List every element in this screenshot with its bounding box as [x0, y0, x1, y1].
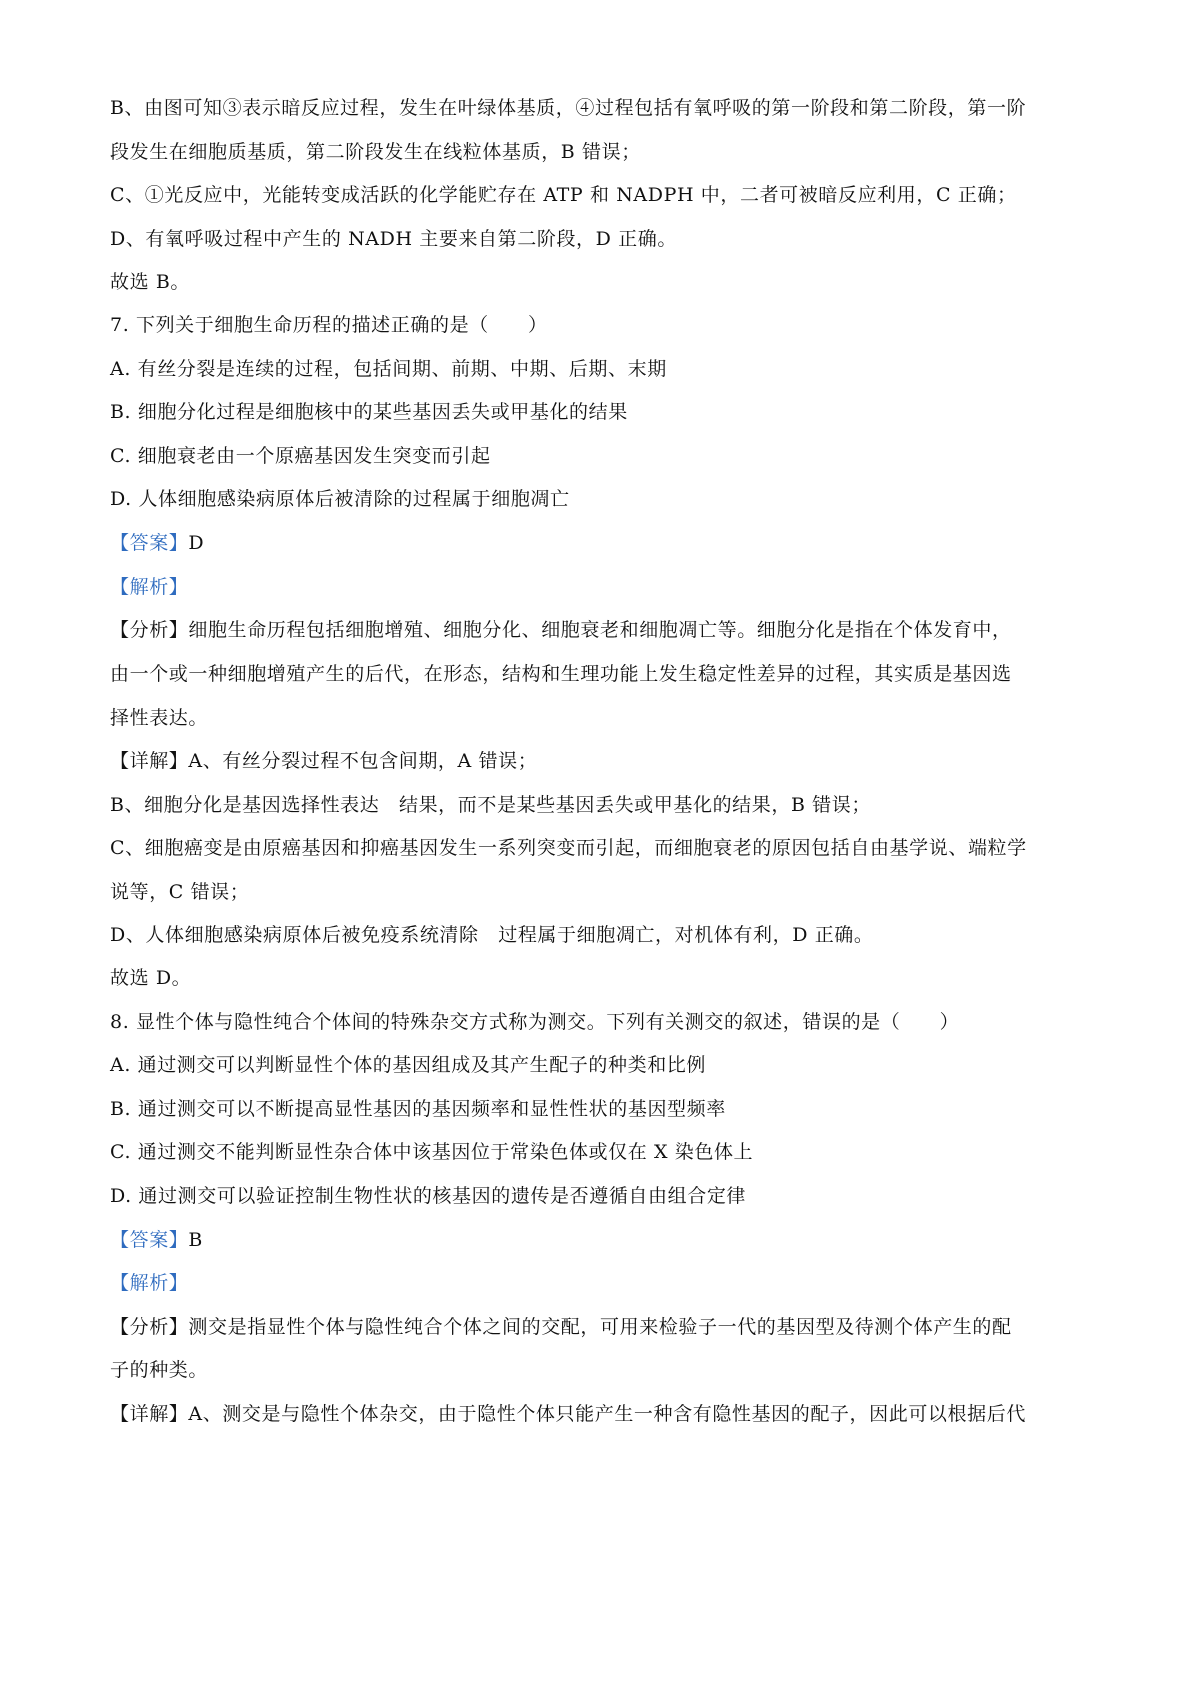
q7-xiangjie-b: B、细胞分化是基因选择性表达 结果，而不是某些基因丢失或甲基化的结果，B 错误； — [110, 794, 871, 816]
analysis-tag: 【解析】 — [110, 576, 189, 598]
q7-analysis-heading — [110, 575, 1110, 599]
q8-option-b: B. 通过测交可以不断提高显性基因的基因频率和显性性状的基因型频率 — [110, 1098, 726, 1120]
q8-stem: 8. 显性个体与隐性纯合个体间的特殊杂交方式称为测交。下列有关测交的叙述，错误的是（ ） — [110, 1011, 960, 1033]
q7-fenxi-line3: 择性表达。 — [110, 707, 209, 729]
answer-value: B — [188, 1229, 203, 1251]
q8-fenxi-line1 — [110, 1315, 1110, 1339]
q6-option-b-analysis-line2: 段发生在细胞质基质，第二阶段发生在线粒体基质，B 错误； — [110, 141, 641, 163]
q6-option-b-analysis-line1: B、由图可知③表示暗反应过程，发生在叶绿体基质，④过程包括有氧呼吸的第一阶段和第二阶段，第一阶 — [110, 97, 1027, 119]
q7-fenxi-line1 — [110, 618, 1110, 642]
xiangjie-text: A、有丝分裂过程不包含间期，A 错误； — [188, 750, 538, 772]
q7-xiangjie-a — [110, 749, 1110, 773]
fenxi-text: 测交是指显性个体与隐性纯合个体之间的交配，可用来检验子一代的基因型及待测个体产生的配 — [188, 1316, 1012, 1338]
q8-option-d: D. 通过测交可以验证控制生物性状的核基因的遗传是否遵循自由组合定律 — [110, 1185, 747, 1207]
q6-option-d-analysis: D、有氧呼吸过程中产生的 NADH 主要来自第二阶段，D 正确。 — [110, 228, 677, 250]
q7-fenxi-line2: 由一个或一种细胞增殖产生的后代，在形态，结构和生理功能上发生稳定性差异的过程，其实质是基因选 — [110, 663, 1012, 685]
fenxi-tag: 【分析】 — [110, 619, 189, 641]
xiangjie-tag: 【详解】 — [110, 1403, 189, 1425]
q8-xiangjie-a — [110, 1402, 1110, 1426]
answer-value: D — [188, 532, 205, 554]
answer-tag: 【答案】 — [110, 1229, 189, 1251]
q7-conclusion: 故选 D。 — [110, 967, 192, 989]
fenxi-tag: 【分析】 — [110, 1316, 189, 1338]
q7-xiangjie-d: D、人体细胞感染病原体后被免疫系统清除 过程属于细胞凋亡，对机体有利，D 正确。 — [110, 924, 874, 946]
q8-fenxi-line2: 子的种类。 — [110, 1359, 209, 1381]
answer-tag: 【答案】 — [110, 532, 189, 554]
q8-option-c: C. 通过测交不能判断显性杂合体中该基因位于常染色体或仅在 X 染色体上 — [110, 1141, 754, 1163]
fenxi-text: 细胞生命历程包括细胞增殖、细胞分化、细胞衰老和细胞凋亡等。细胞分化是指在个体发育中， — [188, 619, 1012, 641]
q6-conclusion: 故选 B。 — [110, 271, 191, 293]
q7-xiangjie-c-line2: 说等，C 错误； — [110, 881, 250, 903]
q7-option-c: C. 细胞衰老由一个原癌基因发生突变而引起 — [110, 445, 491, 467]
q7-option-a: A. 有丝分裂是连续的过程，包括间期、前期、中期、后期、末期 — [110, 358, 667, 380]
q7-option-b: B. 细胞分化过程是细胞核中的某些基因丢失或甲基化的结果 — [110, 401, 628, 423]
xiangjie-tag: 【详解】 — [110, 750, 189, 772]
q7-answer — [110, 531, 1110, 555]
q7-xiangjie-c-line1: C、细胞癌变是由原癌基因和抑癌基因发生一系列突变而引起，而细胞衰老的原因包括自由基学说、端粒学 — [110, 837, 1027, 859]
q8-answer — [110, 1228, 1110, 1252]
q7-option-d: D. 人体细胞感染病原体后被清除的过程属于细胞凋亡 — [110, 488, 570, 510]
q8-option-a: A. 通过测交可以判断显性个体的基因组成及其产生配子的种类和比例 — [110, 1054, 707, 1076]
q8-analysis-heading — [110, 1271, 1110, 1295]
analysis-tag: 【解析】 — [110, 1272, 189, 1294]
q7-stem: 7. 下列关于细胞生命历程的描述正确的是（ ） — [110, 314, 548, 336]
xiangjie-text: A、测交是与隐性个体杂交，由于隐性个体只能产生一种含有隐性基因的配子，因此可以根据后代 — [188, 1403, 1026, 1425]
q6-option-c-analysis: C、①光反应中，光能转变成活跃的化学能贮存在 ATP 和 NADPH 中，二者可被暗反应利用，C 正确； — [110, 184, 1017, 206]
